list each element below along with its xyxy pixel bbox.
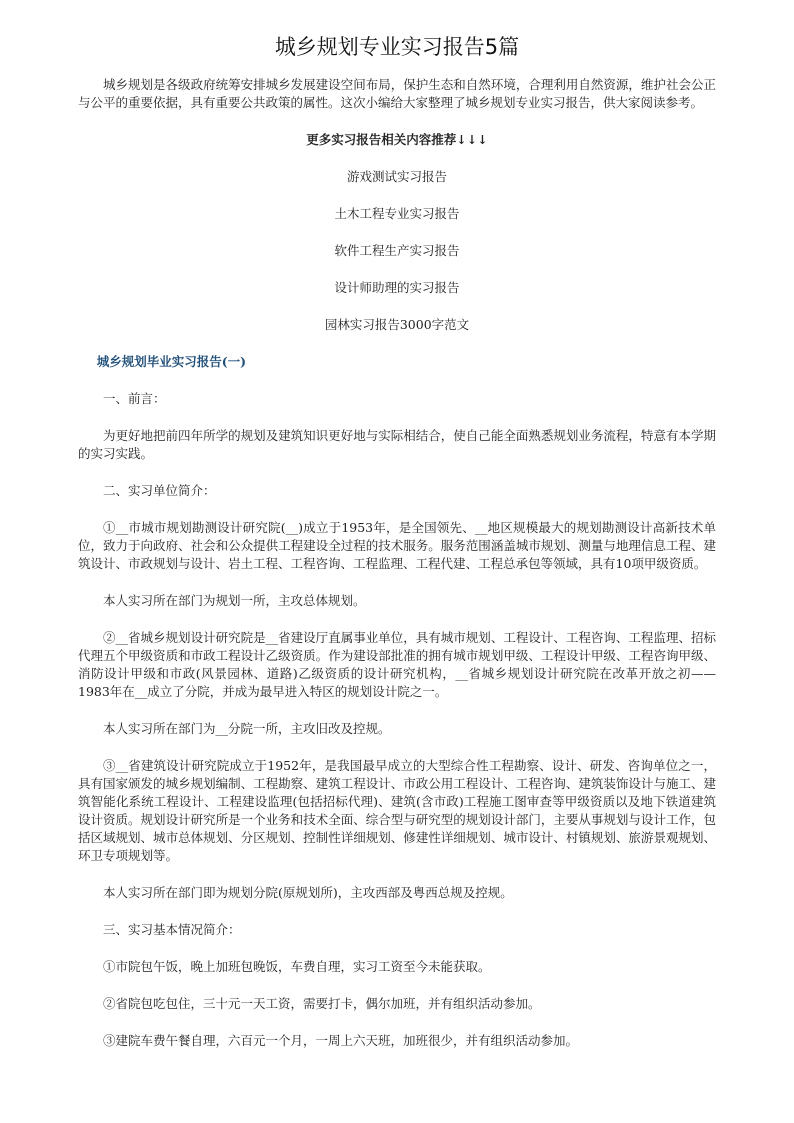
link-item[interactable]: 软件工程生产实习报告 bbox=[334, 243, 460, 258]
link-item[interactable]: 土木工程专业实习报告 bbox=[334, 206, 460, 221]
paragraph: 本人实习所在部门为规划一所，主攻总体规划。 bbox=[103, 593, 366, 608]
document-title: 城乡规划专业实习报告5篇 bbox=[274, 35, 520, 59]
link-item[interactable]: 设计师助理的实习报告 bbox=[334, 280, 460, 295]
recommend-heading: 更多实习报告相关内容推荐↓↓↓ bbox=[306, 132, 488, 147]
paragraph: ①__市城市规划勘测设计研究院(__)成立于1953年，是全国领先、__地区规模最大的规划勘测设计高新技术单位，致力于向政府、社会和公众提供工程建设全过程的技术服务。服务范围涵盖城市规划、测量与地理信息工程、建筑设计、市政规划与设计、岩土工程、工程咨询、工程监理、工程代建、工程总承包等领域，具有10项甲级资质。 bbox=[78, 520, 716, 571]
document-page bbox=[78, 30, 716, 1069]
link-item[interactable]: 园林实习报告3000字范文 bbox=[324, 317, 470, 332]
paragraph: ①市院包午饭，晚上加班包晚饭，车费自理，实习工资至今未能获取。 bbox=[103, 959, 491, 974]
paragraph: ③__省建筑设计研究院成立于1952年，是我国最早成立的大型综合性工程勘察、设计、研发、咨询单位之一，具有国家颁发的城乡规划编制、工程勘察、建筑工程设计、市政公用工程设计、工程咨询、建筑装饰设计与施工、建筑智能化系统工程设计、工程建设监理(包括招标代理)、建筑(含市政)工程施工图审查等甲级资质以及地下铁道建筑设计资质。规划设计研究所是一个业务和技术全面、综合型与研究型的规划设计部门，主要从事规划与设计工作，包括区域规划、城市总体规划、分区规划、控制性详细规划、修建性详细规划、城市设计、村镇规划、旅游景观规划、环卫专项规划等。 bbox=[78, 758, 716, 863]
paragraph: ③建院车费午餐自理，六百元一个月，一周上六天班，加班很少，并有组织活动参加。 bbox=[103, 1033, 579, 1048]
intro-paragraph: 城乡规划是各级政府统筹安排城乡发展建设空间布局，保护生态和自然环境，合理利用自然资源，维护社会公正与公平的重要依据，具有重要公共政策的属性。这次小编给大家整理了城乡规划专业实习报告，供大家阅读参考。 bbox=[78, 77, 716, 110]
paragraph: 二、实习单位简介： bbox=[103, 483, 216, 498]
paragraph: 一、前言： bbox=[103, 391, 166, 406]
paragraph: 本人实习所在部门为__分院一所，主攻旧改及控规。 bbox=[103, 721, 391, 736]
paragraph: 三、实习基本情况简介： bbox=[103, 922, 241, 937]
paragraph: 为更好地把前四年所学的规划及建筑知识更好地与实际相结合，使自己能全面熟悉规划业务流程，特意有本学期的实习实践。 bbox=[78, 428, 716, 461]
paragraph: ②__省城乡规划设计研究院是__省建设厅直属事业单位，具有城市规划、工程设计、工程咨询、工程监理、招标代理五个甲级资质和市政工程设计乙级资质。作为建设部批准的拥有城市规划甲级、工程设计甲级、工程咨询甲级、消防设计甲级和市政(风景园林、道路)乙级资质的设计研究机构，__省城乡规划设计研究院在改革开放之初——1983年在__成立了分院，并成为最早进入特区的规划设计院之一。 bbox=[78, 630, 716, 699]
link-item[interactable]: 游戏测试实习报告 bbox=[346, 169, 447, 184]
paragraph: 本人实习所在部门即为规划分院(原规划所)，主攻西部及粤西总规及控规。 bbox=[103, 885, 513, 900]
paragraph: ②省院包吃包住，三十元一天工资，需要打卡，偶尔加班，并有组织活动参加。 bbox=[103, 996, 541, 1011]
section-heading: 城乡规划毕业实习报告(一) bbox=[96, 354, 247, 369]
